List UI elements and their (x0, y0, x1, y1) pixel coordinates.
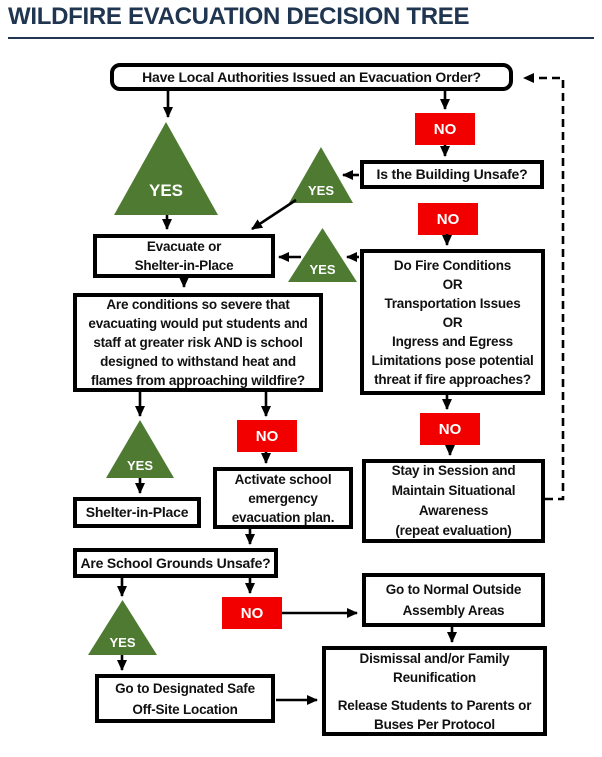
action-activate-evacuation-plan (213, 467, 353, 529)
node-line: Is the Building Unsafe? (376, 166, 528, 182)
node-line: Transportation Issues (384, 295, 521, 311)
yes-triangle-fire-conditions (288, 228, 357, 282)
node-line: Buses Per Protocol (374, 716, 495, 732)
node-line: Go to Designated Safe (115, 680, 255, 696)
node-line: Off-Site Location (132, 701, 238, 717)
node-line: Reunification (393, 669, 476, 685)
node-line: threat if fire approaches? (374, 371, 531, 387)
no-badge-building-unsafe (418, 203, 478, 235)
no-label: NO (433, 120, 457, 138)
node-line: OR (442, 314, 463, 330)
action-assembly-areas (362, 573, 545, 627)
node-line: Dismissal and/or Family (359, 650, 510, 666)
node-line: Release Students to Parents or (337, 697, 532, 713)
title-underline (8, 37, 594, 39)
yes-triangle-school-grounds (88, 600, 157, 655)
no-badge-fire-conditions (420, 413, 480, 445)
decision-evacuation-order (110, 63, 513, 91)
node-line: (repeat evaluation) (395, 523, 512, 538)
no-badge-severe-conditions (237, 420, 297, 452)
yes-triangle-severe-conditions (106, 420, 174, 478)
node-line: Stay in Session and (391, 463, 516, 478)
decision-building-unsafe (360, 160, 544, 189)
decision-school-grounds (73, 548, 278, 578)
no-label: NO (255, 427, 279, 445)
node-line: flames from approaching wildfire? (91, 373, 305, 388)
no-badge-school-grounds (222, 597, 282, 629)
node-line: Have Local Authorities Issued an Evacuation Order? (142, 68, 481, 85)
node-line: Activate school (234, 471, 332, 487)
node-line: Go to Normal Outside (385, 582, 522, 597)
node-line: Limitations pose potential (371, 352, 534, 368)
node-line: Awareness (418, 503, 489, 518)
yes-label: YES (148, 181, 184, 200)
yes-triangle-evacuation-order (114, 122, 218, 215)
node-line: OR (442, 276, 463, 292)
node-line: Assembly Areas (402, 603, 505, 618)
no-label: NO (240, 604, 264, 622)
page-title: WILDFIRE EVACUATION DECISION TREE (8, 3, 470, 30)
node-line: staff at greater risk AND is school (93, 335, 303, 350)
node-line: Are conditions so severe that (106, 297, 290, 312)
action-shelter-in-place (73, 497, 201, 528)
yes-label: YES (309, 262, 336, 277)
node-line: Are School Grounds Unsafe? (80, 554, 271, 571)
yes-label: YES (126, 458, 153, 473)
node-line: designed to withstand heat and (100, 354, 296, 369)
node-line: emergency (248, 490, 318, 506)
yes-triangle-building-unsafe (289, 147, 353, 203)
node-line: evacuation plan. (231, 509, 335, 525)
yes-label: YES (109, 635, 136, 650)
yes-label: YES (307, 183, 334, 198)
no-label: NO (436, 210, 460, 228)
decision-severe-conditions (73, 293, 323, 392)
node-line: Ingress and Egress (392, 333, 513, 349)
no-badge-evacuation-order (415, 113, 475, 145)
decision-fire-conditions (360, 249, 545, 395)
node-line: evacuating would put students and (88, 316, 308, 331)
no-label: NO (438, 420, 462, 438)
node-paragraph (338, 696, 532, 734)
action-evacuate-or-shelter (93, 234, 275, 278)
node-line: Shelter-in-Place (85, 504, 189, 520)
node-line: Shelter-in-Place (134, 258, 234, 273)
triangle-icon (114, 122, 218, 215)
action-offsite-location (95, 674, 275, 723)
action-stay-in-session (362, 459, 545, 543)
node-line: Evacuate or (146, 239, 222, 254)
node-paragraph (360, 649, 510, 687)
node-line: Maintain Situational (391, 483, 516, 498)
action-dismissal-reunification (322, 646, 547, 736)
node-line: Do Fire Conditions (393, 257, 512, 273)
